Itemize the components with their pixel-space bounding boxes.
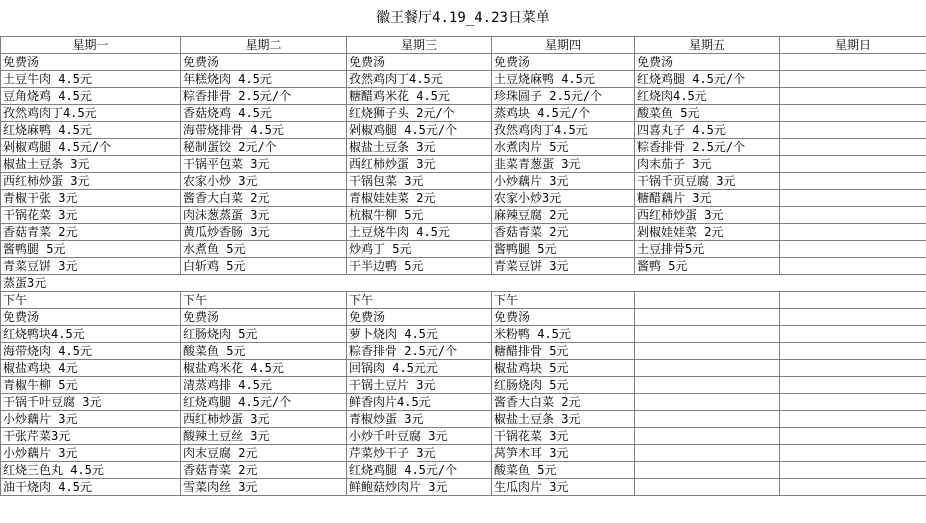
menu-cell: 小炒藕片 3元 [1, 445, 181, 462]
lunch-row [1, 224, 926, 241]
menu-cell: 酸辣土豆丝 3元 [181, 428, 347, 445]
menu-cell: 椒盐土豆条 3元 [347, 139, 492, 156]
menu-cell [635, 275, 780, 292]
menu-cell: 麻辣豆腐 2元 [492, 207, 635, 224]
menu-cell: 酸菜鱼 5元 [635, 105, 780, 122]
menu-cell [635, 428, 780, 445]
menu-cell [347, 275, 492, 292]
menu-cell: 粽香排骨 2.5元/个 [635, 139, 780, 156]
header-row [1, 37, 926, 54]
menu-cell: 小炒藕片 3元 [1, 411, 181, 428]
lunch-row [1, 71, 926, 88]
menu-cell: 芹菜炒干子 3元 [347, 445, 492, 462]
menu-cell: 韭菜青葱蛋 3元 [492, 156, 635, 173]
menu-cell: 酸菜鱼 5元 [492, 462, 635, 479]
menu-cell: 孜然鸡肉丁4.5元 [347, 71, 492, 88]
menu-cell: 水煮鱼 5元 [181, 241, 347, 258]
menu-cell: 干锅土豆片 3元 [347, 377, 492, 394]
menu-cell: 椒盐鸡块 4元 [1, 360, 181, 377]
menu-cell: 干锅花菜 3元 [1, 207, 181, 224]
menu-cell [635, 411, 780, 428]
menu-cell: 豆角烧鸡 4.5元 [1, 88, 181, 105]
dinner-row [1, 462, 926, 479]
menu-cell [780, 428, 926, 445]
menu-cell: 土豆牛肉 4.5元 [1, 71, 181, 88]
menu-cell: 糖醋鸡米花 4.5元 [347, 88, 492, 105]
lunch-row [1, 190, 926, 207]
menu-cell: 海带烧排骨 4.5元 [181, 122, 347, 139]
dinner-row [1, 309, 926, 326]
dinner-row [1, 360, 926, 377]
menu-cell: 红烧肉4.5元 [635, 88, 780, 105]
menu-cell [780, 54, 926, 71]
lunch-row [1, 241, 926, 258]
lunch-row [1, 258, 926, 275]
menu-cell: 干锅花菜 3元 [492, 428, 635, 445]
menu-cell: 免费汤 [1, 54, 181, 71]
menu-cell: 干张芹菜3元 [1, 428, 181, 445]
menu-cell: 鲜香肉片4.5元 [347, 394, 492, 411]
menu-cell: 粽香排骨 2.5元/个 [347, 343, 492, 360]
menu-cell: 红烧鸡腿 4.5元/个 [347, 462, 492, 479]
menu-cell: 米粉鸭 4.5元 [492, 326, 635, 343]
menu-cell [635, 394, 780, 411]
day-header-wednesday: 星期三 [347, 37, 492, 54]
menu-cell: 香菇烧鸡 4.5元 [181, 105, 347, 122]
menu-cell: 酸菜鱼 5元 [181, 343, 347, 360]
menu-cell [780, 71, 926, 88]
menu-cell [780, 411, 926, 428]
menu-cell [780, 241, 926, 258]
menu-cell [780, 326, 926, 343]
menu-cell: 红烧鸭块4.5元 [1, 326, 181, 343]
menu-cell: 生瓜肉片 3元 [492, 479, 635, 496]
menu-cell [780, 462, 926, 479]
menu-cell: 剁椒鸡腿 4.5元/个 [1, 139, 181, 156]
menu-cell: 土豆烧牛肉 4.5元 [347, 224, 492, 241]
menu-cell: 孜然鸡肉丁4.5元 [1, 105, 181, 122]
menu-cell [780, 88, 926, 105]
menu-cell: 土豆烧麻鸭 4.5元 [492, 71, 635, 88]
menu-cell: 鲜鲍菇炒肉片 3元 [347, 479, 492, 496]
menu-cell: 红烧鸡腿 4.5元/个 [635, 71, 780, 88]
menu-cell [635, 360, 780, 377]
menu-cell: 农家小炒 3元 [181, 173, 347, 190]
menu-cell: 下午 [1, 292, 181, 309]
menu-cell: 西红柿炒蛋 3元 [181, 411, 347, 428]
menu-cell: 农家小炒3元 [492, 190, 635, 207]
menu-cell: 白斩鸡 5元 [181, 258, 347, 275]
menu-cell [635, 479, 780, 496]
menu-cell: 香菇青菜 2元 [181, 462, 347, 479]
menu-cell: 免费汤 [347, 309, 492, 326]
menu-cell: 红烧三色丸 4.5元 [1, 462, 181, 479]
dinner-row [1, 479, 926, 496]
menu-cell: 四喜丸子 4.5元 [635, 122, 780, 139]
menu-cell: 青椒牛柳 5元 [1, 377, 181, 394]
menu-cell: 椒盐土豆条 3元 [492, 411, 635, 428]
menu-cell [780, 122, 926, 139]
menu-cell: 回锅肉 4.5元元 [347, 360, 492, 377]
menu-cell: 年糕烧肉 4.5元 [181, 71, 347, 88]
menu-cell: 下午 [492, 292, 635, 309]
lunch-row [1, 105, 926, 122]
menu-cell: 莴笋木耳 3元 [492, 445, 635, 462]
menu-cell: 珍珠圆子 2.5元/个 [492, 88, 635, 105]
menu-body [1, 54, 926, 496]
menu-cell: 干锅千页豆腐 3元 [635, 173, 780, 190]
menu-cell: 红烧狮子头 2元/个 [347, 105, 492, 122]
menu-cell: 酱鸭 5元 [635, 258, 780, 275]
menu-cell: 西红柿炒蛋 3元 [1, 173, 181, 190]
day-header-monday: 星期一 [1, 37, 181, 54]
menu-cell: 小炒藕片 3元 [492, 173, 635, 190]
menu-cell [780, 292, 926, 309]
menu-cell: 杭椒牛柳 5元 [347, 207, 492, 224]
menu-cell: 黄瓜炒香肠 3元 [181, 224, 347, 241]
menu-cell: 蒸蛋3元 [1, 275, 181, 292]
menu-cell: 青菜豆饼 3元 [492, 258, 635, 275]
lunch-row [1, 139, 926, 156]
menu-cell: 酱鸭腿 5元 [1, 241, 181, 258]
menu-cell: 肉末茄子 3元 [635, 156, 780, 173]
menu-cell: 酱香大白菜 2元 [492, 394, 635, 411]
menu-cell: 粽香排骨 2.5元/个 [181, 88, 347, 105]
menu-cell [635, 292, 780, 309]
menu-cell: 糖醋藕片 3元 [635, 190, 780, 207]
menu-table [0, 36, 926, 496]
menu-cell [635, 377, 780, 394]
menu-cell: 肉沫葱蒸蛋 3元 [181, 207, 347, 224]
menu-cell [780, 394, 926, 411]
dinner-row [1, 292, 926, 309]
menu-cell: 干半边鸭 5元 [347, 258, 492, 275]
dinner-row [1, 394, 926, 411]
menu-title: 徽王餐厅4.19_4.23日菜单 [376, 10, 550, 26]
menu-cell: 红肠烧肉 5元 [181, 326, 347, 343]
menu-cell [780, 207, 926, 224]
menu-cell: 西红柿炒蛋 3元 [635, 207, 780, 224]
menu-cell: 免费汤 [181, 309, 347, 326]
menu-cell: 椒盐鸡米花 4.5元 [181, 360, 347, 377]
lunch-row [1, 207, 926, 224]
menu-cell: 水煮肉片 5元 [492, 139, 635, 156]
menu-cell [780, 173, 926, 190]
menu-cell: 免费汤 [635, 54, 780, 71]
menu-cell [780, 156, 926, 173]
menu-cell: 萝卜烧肉 4.5元 [347, 326, 492, 343]
menu-cell [780, 275, 926, 292]
menu-cell: 海带烧肉 4.5元 [1, 343, 181, 360]
menu-cell: 油干烧肉 4.5元 [1, 479, 181, 496]
menu-cell: 小炒千叶豆腐 3元 [347, 428, 492, 445]
menu-cell [780, 224, 926, 241]
menu-cell: 椒盐鸡块 5元 [492, 360, 635, 377]
menu-cell: 免费汤 [492, 309, 635, 326]
menu-cell [780, 479, 926, 496]
day-header-thursday: 星期四 [492, 37, 635, 54]
menu-cell: 土豆排骨5元 [635, 241, 780, 258]
menu-cell: 香菇青菜 2元 [492, 224, 635, 241]
menu-cell: 免费汤 [181, 54, 347, 71]
day-header-tuesday: 星期二 [181, 37, 347, 54]
dinner-row [1, 377, 926, 394]
menu-cell: 蒸鸡块 4.5元/个 [492, 105, 635, 122]
menu-cell [780, 309, 926, 326]
menu-cell [635, 343, 780, 360]
menu-cell: 青椒干张 3元 [1, 190, 181, 207]
menu-cell: 剁椒娃娃菜 2元 [635, 224, 780, 241]
menu-cell: 肉末豆腐 2元 [181, 445, 347, 462]
menu-cell: 酱香大白菜 2元 [181, 190, 347, 207]
menu-cell: 糖醋排骨 5元 [492, 343, 635, 360]
menu-cell: 下午 [347, 292, 492, 309]
menu-cell [635, 309, 780, 326]
menu-cell [780, 258, 926, 275]
menu-cell: 雪菜肉丝 3元 [181, 479, 347, 496]
menu-cell: 炒鸡丁 5元 [347, 241, 492, 258]
menu-cell: 青椒娃娃菜 2元 [347, 190, 492, 207]
menu-cell: 红烧麻鸭 4.5元 [1, 122, 181, 139]
menu-cell [780, 360, 926, 377]
menu-cell [635, 462, 780, 479]
lunch-row [1, 54, 926, 71]
spill-row [1, 275, 926, 292]
lunch-row [1, 88, 926, 105]
menu-cell [780, 377, 926, 394]
menu-cell: 青菜豆饼 3元 [1, 258, 181, 275]
dinner-row [1, 428, 926, 445]
menu-cell: 干锅平包菜 3元 [181, 156, 347, 173]
menu-cell [181, 275, 347, 292]
menu-cell: 西红柿炒蛋 3元 [347, 156, 492, 173]
day-header-sunday: 星期日 [780, 37, 926, 54]
menu-cell [780, 190, 926, 207]
menu-cell: 椒盐土豆条 3元 [1, 156, 181, 173]
menu-cell [635, 326, 780, 343]
dinner-row [1, 343, 926, 360]
menu-cell: 清蒸鸡排 4.5元 [181, 377, 347, 394]
dinner-row [1, 445, 926, 462]
lunch-row [1, 156, 926, 173]
menu-cell [492, 275, 635, 292]
dinner-row [1, 411, 926, 428]
menu-cell: 酱鸭腿 5元 [492, 241, 635, 258]
menu-cell [780, 445, 926, 462]
lunch-row [1, 173, 926, 190]
menu-cell: 红肠烧肉 5元 [492, 377, 635, 394]
menu-cell [635, 445, 780, 462]
menu-cell: 干锅千叶豆腐 3元 [1, 394, 181, 411]
menu-cell: 红烧鸡腿 4.5元/个 [181, 394, 347, 411]
menu-cell: 免费汤 [1, 309, 181, 326]
menu-cell [780, 343, 926, 360]
menu-cell: 免费汤 [492, 54, 635, 71]
lunch-row [1, 122, 926, 139]
menu-cell: 剁椒鸡腿 4.5元/个 [347, 122, 492, 139]
dinner-row [1, 326, 926, 343]
menu-cell: 下午 [181, 292, 347, 309]
menu-cell: 青椒炒蛋 3元 [347, 411, 492, 428]
day-header-friday: 星期五 [635, 37, 780, 54]
menu-cell: 免费汤 [347, 54, 492, 71]
menu-cell: 干锅包菜 3元 [347, 173, 492, 190]
menu-cell: 香菇青菜 2元 [1, 224, 181, 241]
menu-cell [780, 139, 926, 156]
menu-cell: 孜然鸡肉丁4.5元 [492, 122, 635, 139]
menu-cell: 秘制蛋饺 2元/个 [181, 139, 347, 156]
menu-cell [780, 105, 926, 122]
